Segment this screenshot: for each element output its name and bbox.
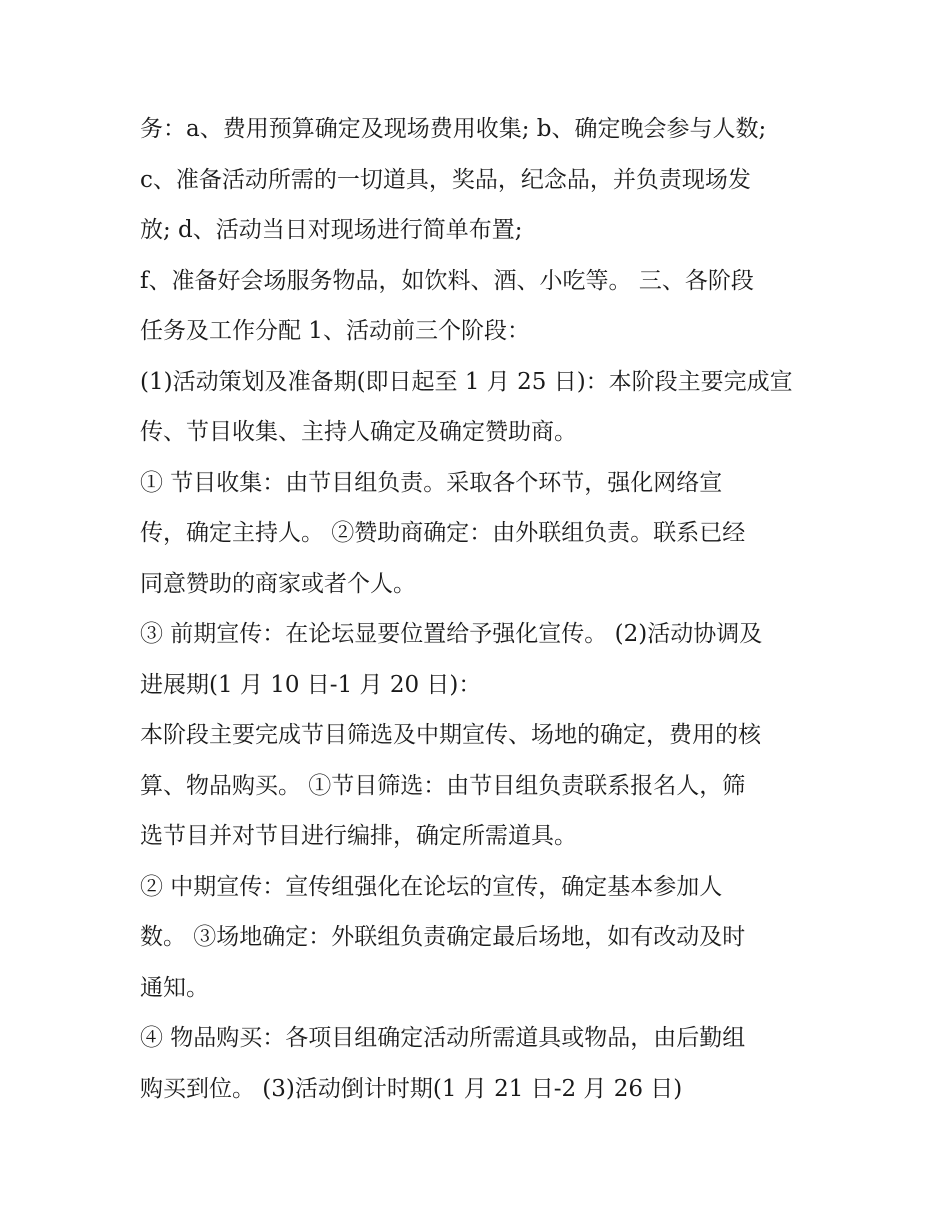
- text-line: ① 节目收集：由节目组负责。采取各个环节，强化网络宣: [140, 469, 723, 496]
- text-line: c、准备活动所需的一切道具，奖品，纪念品，并负责现场发: [140, 166, 751, 193]
- text-line: 通知。: [140, 974, 209, 1001]
- text-line: 任务及工作分配 1、活动前三个阶段：: [140, 318, 530, 344]
- text-line: (1)活动策划及准备期(即日起至 1 月 25 日)：本阶段主要完成宣: [140, 368, 793, 395]
- body-text: [140, 104, 840, 1114]
- text-line: ③ 前期宣传：在论坛显要位置给予强化宣传。 (2)活动协调及: [140, 621, 763, 647]
- text-line: 务：a、费用预算确定及现场费用收集; b、确定晚会参与人数;: [140, 116, 767, 142]
- text-line: 传、节目收集、主持人确定及确定赞助商。: [140, 419, 577, 445]
- text-line: 放; d、活动当日对现场进行简单布置;: [140, 217, 523, 243]
- text-line: 选节目并对节目进行编排，确定所需道具。: [140, 823, 577, 849]
- text-line: ② 中期宣传：宣传组强化在论坛的宣传，确定基本参加人: [140, 873, 723, 900]
- text-line: 数。 ③场地确定：外联组负责确定最后场地，如有改动及时: [140, 924, 746, 950]
- text-line: ④ 物品购买：各项目组确定活动所需道具或物品，由后勤组: [140, 1025, 746, 1051]
- text-line: 算、物品购买。 ①节目筛选：由节目组负责联系报名人，筛: [140, 772, 746, 799]
- text-line: 本阶段主要完成节目筛选及中期宣传、场地的确定，费用的核: [140, 722, 761, 748]
- text-line: f、准备好会场服务物品，如饮料、酒、小吃等。 三、各阶段: [140, 267, 754, 294]
- text-line: 购买到位。 (3)活动倒计时期(1 月 21 日-2 月 26 日): [140, 1075, 683, 1102]
- text-line: 同意赞助的商家或者个人。: [140, 570, 416, 597]
- text-line: 进展期(1 月 10 日-1 月 20 日)：: [140, 671, 482, 698]
- text-line: 传，确定主持人。 ②赞助商确定：由外联组负责。联系已经: [140, 520, 746, 546]
